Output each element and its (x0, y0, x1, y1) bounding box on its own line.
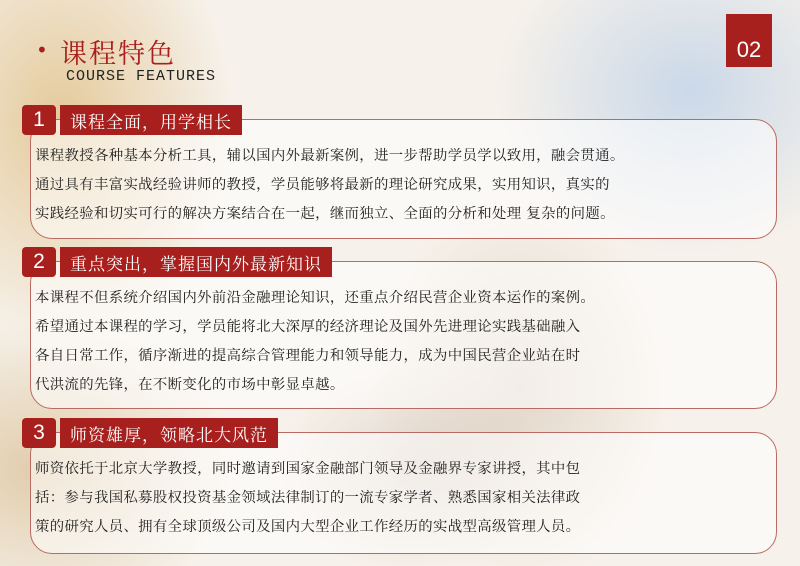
feature-section-2 (22, 247, 777, 407)
section-body (35, 284, 773, 400)
page-title: 课程特色 (60, 39, 176, 70)
body-line: 括：参与我国私募股权投资基金领域法律制订的一流专家学者、熟悉国家相关法律政 (35, 490, 581, 506)
section-title: 师资雄厚，领略北大风范 (60, 418, 278, 448)
page-number-badge: 02 (726, 14, 772, 67)
section-title: 重点突出，掌握国内外最新知识 (60, 247, 332, 277)
body-line: 通过具有丰富实战经验讲师的教授，学员能够将最新的理论研究成果，实用知识，真实的 (35, 177, 610, 193)
section-number-badge: 1 (22, 105, 56, 135)
body-line: 本课程不但系统介绍国内外前沿金融理论知识，还重点介绍民营企业资本运作的案例。 (35, 290, 596, 306)
body-line: 师资依托于北京大学教授，同时邀请到国家金融部门领导及金融界专家讲授，其中包 (35, 461, 581, 477)
section-body (35, 455, 773, 542)
body-line: 代洪流的先锋，在不断变化的市场中彰显卓越。 (35, 377, 345, 393)
section-number-badge: 2 (22, 247, 56, 277)
feature-section-3 (22, 418, 777, 552)
body-line: 课程教授各种基本分析工具，辅以国内外最新案例，进一步帮助学员学以致用，融会贯通。 (35, 148, 625, 164)
feature-section-1 (22, 105, 777, 237)
body-line: 希望通过本课程的学习，学员能将北大深厚的经济理论及国外先进理论实践基础融入 (35, 319, 581, 335)
body-line: 各自日常工作，循序渐进的提高综合管理能力和领导能力，成为中国民营企业站在时 (35, 348, 581, 364)
body-line: 实践经验和切实可行的解决方案结合在一起，继而独立、全面的分析和处理 复杂的问题。 (35, 206, 615, 222)
section-title: 课程全面，用学相长 (60, 105, 242, 135)
section-body (35, 142, 773, 229)
body-line: 策的研究人员、拥有全球顶级公司及国内大型企业工作经历的实战型高级管理人员。 (35, 519, 581, 535)
title-bullet: • (36, 38, 48, 62)
section-number-badge: 3 (22, 418, 56, 448)
page-subtitle: COURSE FEATURES (66, 68, 217, 85)
